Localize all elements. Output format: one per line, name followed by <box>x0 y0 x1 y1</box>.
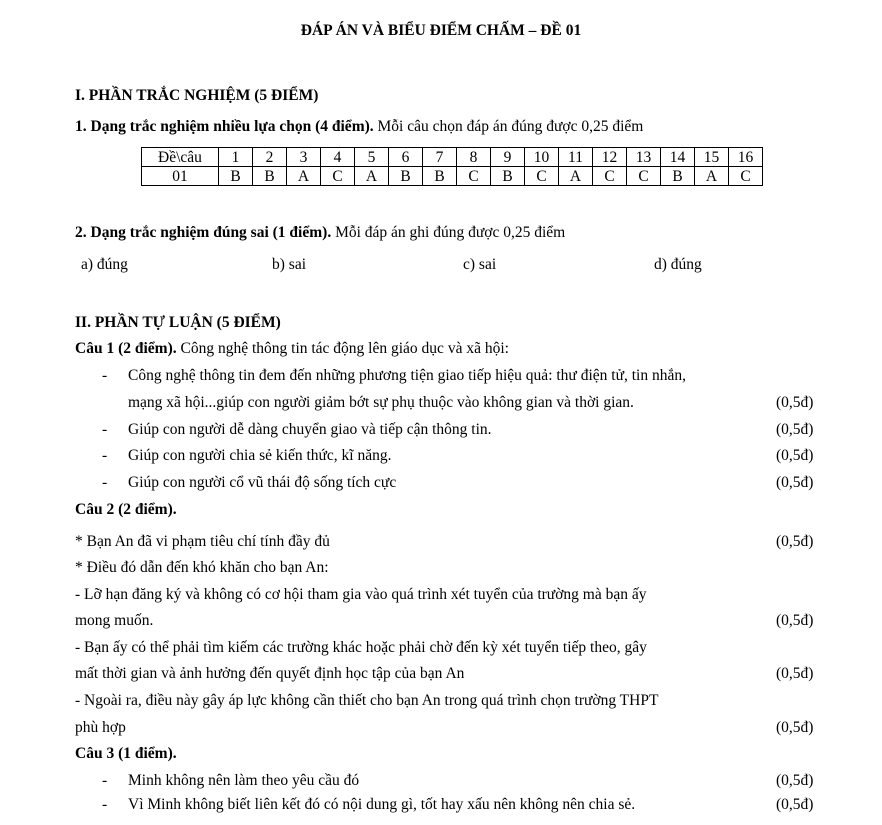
part1-sub1-text: Mỗi câu chọn đáp án đúng được 0,25 điểm <box>373 118 644 135</box>
answer-table-corner: Đề\câu <box>142 148 219 167</box>
question-number: 14 <box>661 148 695 167</box>
points-label: (0,5đ) <box>776 612 814 629</box>
q1-label: Câu 1 (2 điểm). <box>75 340 177 357</box>
answer-cell: C <box>525 167 559 186</box>
q1-text: Công nghệ thông tin tác động lên giáo dục và xã hội: <box>176 340 509 357</box>
question-number: 4 <box>321 148 355 167</box>
points-label: (0,5đ) <box>776 447 814 464</box>
answer-cell: B <box>491 167 525 186</box>
points-label: (0,5đ) <box>776 421 814 438</box>
part1-heading: I. PHẦN TRẮC NGHIỆM (5 ĐIỂM) <box>75 87 319 104</box>
bullet-dash: - <box>102 447 108 464</box>
answer-cell: B <box>389 167 423 186</box>
question-number: 11 <box>559 148 593 167</box>
question-number: 3 <box>287 148 321 167</box>
answer-cell: B <box>661 167 695 186</box>
answer-cell: C <box>627 167 661 186</box>
question-number: 16 <box>729 148 763 167</box>
points-label: (0,5đ) <box>776 533 814 550</box>
tf-answer-d: d) đúng <box>654 256 702 273</box>
question-number: 1 <box>219 148 253 167</box>
tf-answer-b: b) sai <box>272 256 307 273</box>
q2-item-2-line1: - Bạn ấy có thể phải tìm kiếm các trường khác hoặc phải chờ đến kỳ xét tuyển tiếp theo, gây <box>75 639 647 656</box>
q1-bullet-1-line1: Công nghệ thông tin đem đến những phương tiện giao tiếp hiệu quả: thư điện tử, tin nhắn, <box>128 367 686 384</box>
answer-table-header-row <box>142 148 763 167</box>
question-number: 10 <box>525 148 559 167</box>
q2-item-1-line2: mong muốn. <box>75 612 154 629</box>
q1-bullet-2: Giúp con người dễ dàng chuyển giao và tiếp cận thông tin. <box>128 421 492 438</box>
bullet-dash: - <box>102 772 108 789</box>
q1-bullet-4: Giúp con người cổ vũ thái độ sống tích cực <box>128 474 397 491</box>
q2-item-1-line1: - Lỡ hạn đăng ký và không có cơ hội tham gia vào quá trình xét tuyển của trường mà bạn ấy <box>75 586 647 603</box>
q2-item-2-line2: mất thời gian và ảnh hưởng đến quyết định học tập của bạn An <box>75 665 465 682</box>
question-number: 15 <box>695 148 729 167</box>
answer-cell: B <box>219 167 253 186</box>
bullet-dash: - <box>102 474 108 491</box>
q1-intro <box>75 340 509 358</box>
q1-bullet-1-line2: mạng xã hội...giúp con người giảm bớt sự phụ thuộc vào không gian và thời gian. <box>128 394 634 411</box>
answer-cell: B <box>423 167 457 186</box>
points-label: (0,5đ) <box>776 474 814 491</box>
q1-bullet-3: Giúp con người chia sẻ kiến thức, kĩ năng. <box>128 447 392 464</box>
q2-item-3-line1: - Ngoài ra, điều này gây áp lực không cần thiết cho bạn An trong quá trình chọn trường THPT <box>75 692 659 709</box>
document-title: ĐÁP ÁN VÀ BIỂU ĐIỂM CHẤM – ĐỀ 01 <box>300 22 582 39</box>
tf-answer-a: a) đúng <box>81 256 128 273</box>
part1-sub1-label: 1. Dạng trắc nghiệm nhiều lựa chọn (4 điểm). <box>75 118 374 135</box>
q2-label: Câu 2 (2 điểm). <box>75 501 177 518</box>
bullet-dash: - <box>102 796 108 813</box>
question-number: 6 <box>389 148 423 167</box>
exam-code: 01 <box>142 167 219 186</box>
answer-cell: C <box>321 167 355 186</box>
question-number: 7 <box>423 148 457 167</box>
points-label: (0,5đ) <box>776 394 814 411</box>
question-number: 9 <box>491 148 525 167</box>
q2-line-b: * Điều đó dẫn đến khó khăn cho bạn An: <box>75 559 329 576</box>
question-number: 13 <box>627 148 661 167</box>
q3-bullet-1: Minh không nên làm theo yêu cầu đó <box>128 772 360 789</box>
answer-cell: C <box>593 167 627 186</box>
answer-table-row <box>142 167 763 186</box>
answer-cell: A <box>355 167 389 186</box>
answer-cell: C <box>729 167 763 186</box>
q3-label: Câu 3 (1 điểm). <box>75 745 177 762</box>
part2-heading: II. PHẦN TỰ LUẬN (5 ĐIỂM) <box>75 314 281 331</box>
points-label: (0,5đ) <box>776 665 814 682</box>
question-number: 8 <box>457 148 491 167</box>
answer-cell: A <box>559 167 593 186</box>
answer-table <box>141 147 763 186</box>
tf-answer-c: c) sai <box>463 256 497 273</box>
part1-sub2-text: Mỗi đáp án ghi đúng được 0,25 điểm <box>331 224 566 241</box>
answer-cell: A <box>287 167 321 186</box>
q3-bullet-2: Vì Minh không biết liên kết đó có nội dung gì, tốt hay xấu nên không nên chia sẻ. <box>128 796 636 813</box>
question-number: 5 <box>355 148 389 167</box>
part1-sub2-label: 2. Dạng trắc nghiệm đúng sai (1 điểm). <box>75 224 332 241</box>
part1-sub2 <box>75 224 565 242</box>
part1-sub1 <box>75 118 643 136</box>
q2-item-3-line2: phù hợp <box>75 719 126 736</box>
question-number: 12 <box>593 148 627 167</box>
answer-cell: B <box>253 167 287 186</box>
points-label: (0,5đ) <box>776 772 814 789</box>
bullet-dash: - <box>102 421 108 438</box>
answer-cell: C <box>457 167 491 186</box>
answer-cell: A <box>695 167 729 186</box>
q2-line-a: * Bạn An đã vi phạm tiêu chí tính đầy đủ <box>75 533 330 550</box>
question-number: 2 <box>253 148 287 167</box>
points-label: (0,5đ) <box>776 719 814 736</box>
points-label: (0,5đ) <box>776 796 814 813</box>
bullet-dash: - <box>102 367 108 384</box>
